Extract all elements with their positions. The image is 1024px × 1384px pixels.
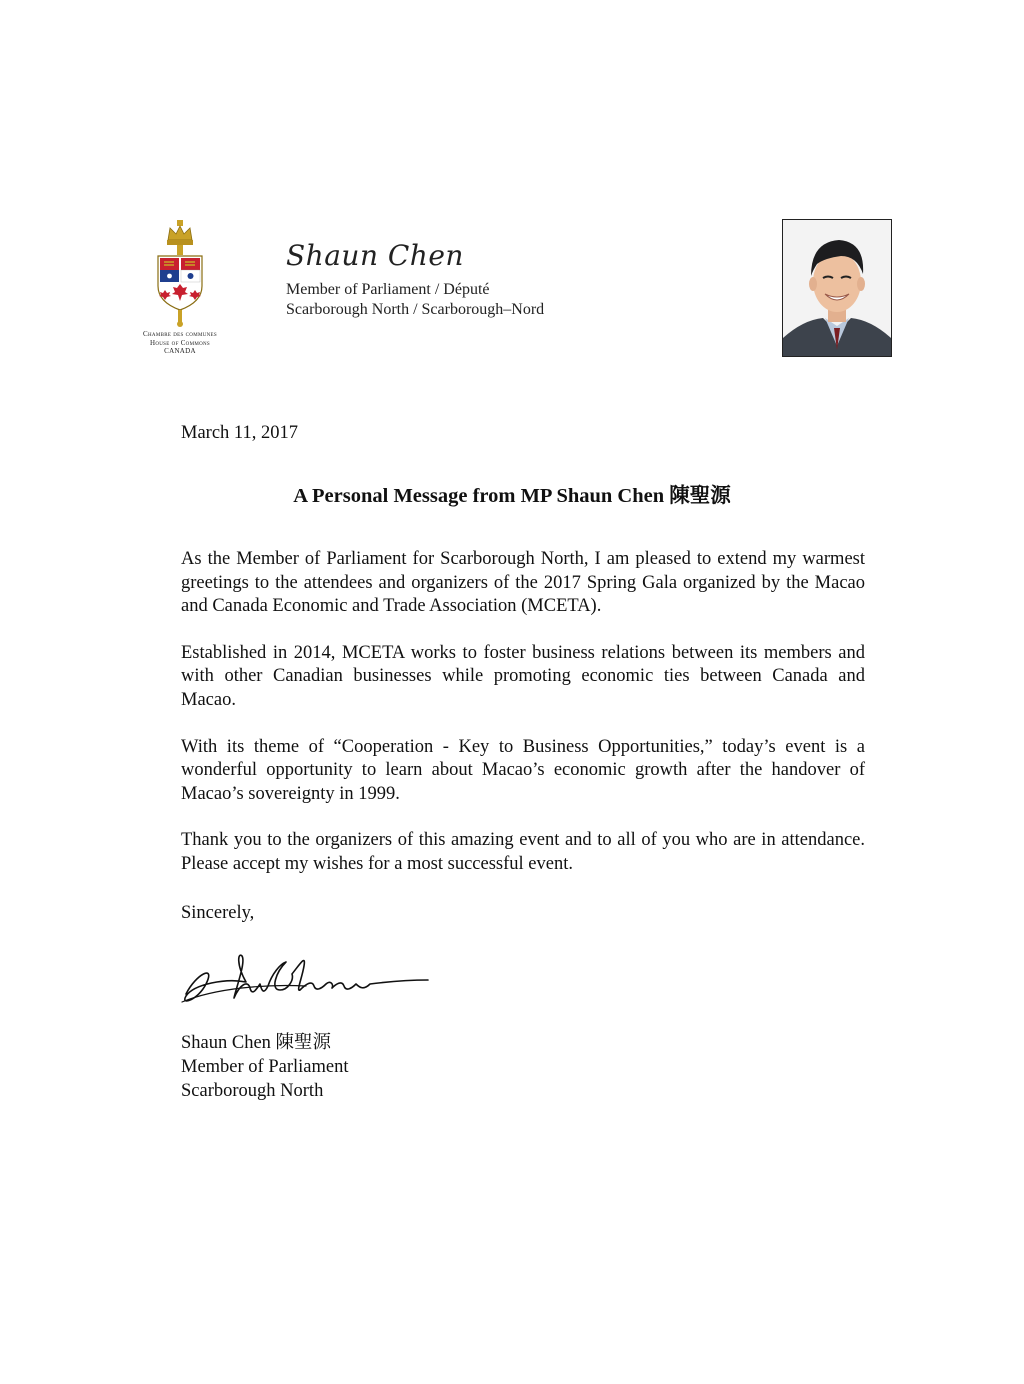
house-of-commons-crest <box>128 218 232 360</box>
handwritten-signature <box>176 944 436 1014</box>
letterhead-riding: Scarborough North / Scarborough–Nord <box>286 301 545 318</box>
crest-caption-line: House of Commons <box>150 338 210 347</box>
portrait-image <box>783 220 891 356</box>
body-paragraph: Established in 2014, MCETA works to foster business relations between its members and with other Canadian businesses while promoting economic ties between Canada and Macao. <box>181 642 865 710</box>
signer-title: Member of Parliament <box>181 1057 349 1077</box>
portrait-photo <box>782 219 892 357</box>
letterhead-title: Member of Parliament / Député <box>286 281 490 298</box>
signer-name: Shaun Chen 陳聖源 <box>181 1033 332 1053</box>
letter-closing: Sincerely, <box>181 903 255 923</box>
mace-crest-icon <box>150 218 210 328</box>
body-paragraph: With its theme of “Cooperation - Key to Business Opportunities,” today’s event is a wonderful opportunity to learn about Macao’s economic growth after the handover of Macao’s sovereignty in 1999. <box>181 736 865 804</box>
crest-caption-line: Chambre des communes <box>143 330 217 338</box>
signer-riding: Scarborough North <box>181 1081 324 1101</box>
body-paragraph: As the Member of Parliament for Scarborough North, I am pleased to extend my warmest greetings to the attendees and organizers of the 2017 Spring Gala organized by the Macao and Canada Economic and Trade Association (MCETA). <box>181 549 865 617</box>
body-paragraph: Thank you to the organizers of this amazing event and to all of you who are in attendance. Please accept my wishes for a most successful event. <box>181 830 865 874</box>
letter-heading: A Personal Message from MP Shaun Chen 陳聖源 <box>293 485 731 507</box>
letter-date: March 11, 2017 <box>181 423 298 443</box>
signature-block <box>181 1031 348 1103</box>
letter-body <box>181 548 865 900</box>
crest-caption <box>128 330 232 356</box>
letterhead-name: Shaun Chen <box>286 239 464 272</box>
letterhead <box>286 232 706 320</box>
crest-caption-line: CANADA <box>164 347 196 355</box>
